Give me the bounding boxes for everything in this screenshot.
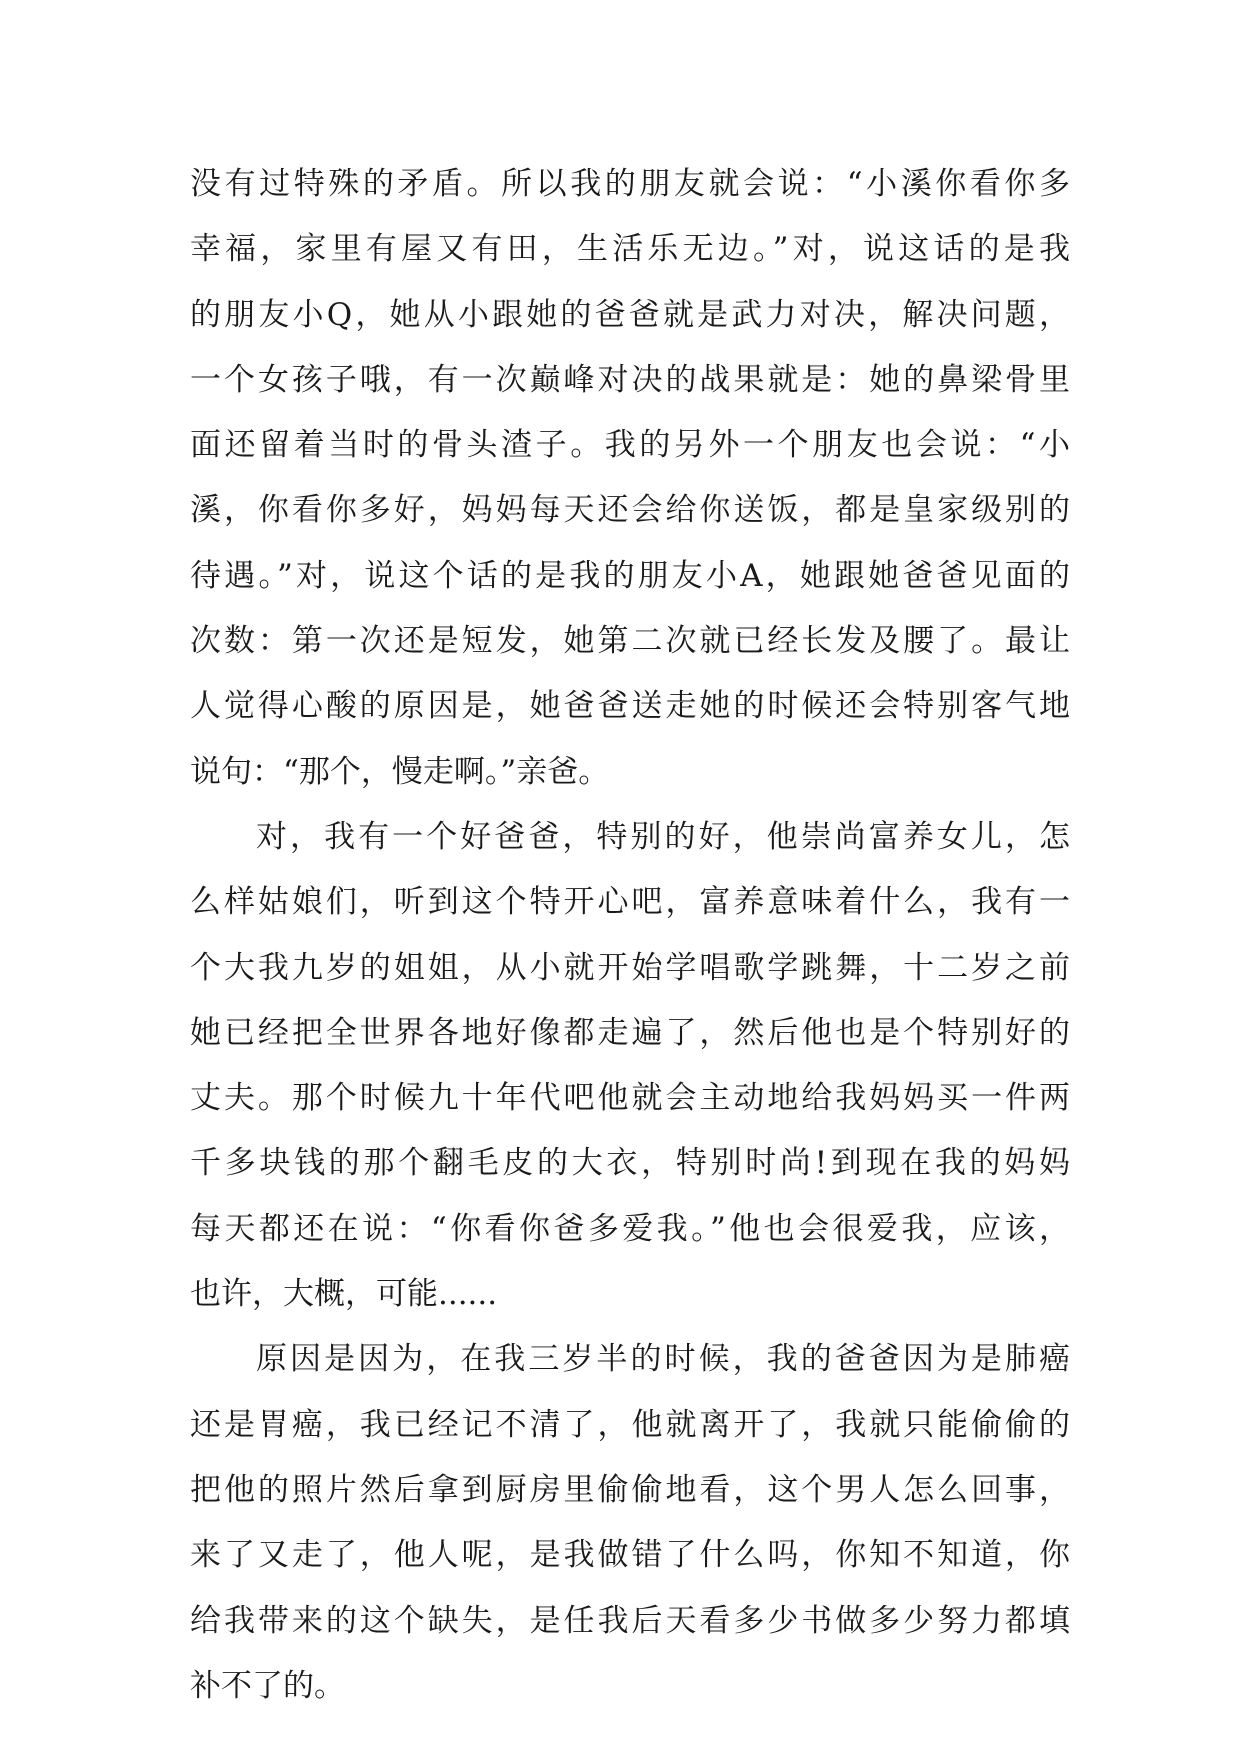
text-line: 一个女孩子哦，有一次巅峰对决的战果就是：她的鼻梁骨里: [190, 361, 1070, 398]
text-line: 原因是因为，在我三岁半的时候，我的爸爸因为是肺癌: [256, 1341, 1070, 1378]
text-line: 面还留着当时的骨头渣子。我的另外一个朋友也会说：“小: [190, 427, 1070, 464]
text-line: 么样姑娘们，听到这个特开心吧，富养意味着什么，我有一: [190, 884, 1070, 921]
text-line: 溪，你看你多好，妈妈每天还会给你送饭，都是皇家级别的: [190, 492, 1070, 529]
text-line: 每天都还在说：“你看你爸多爱我。”他也会很爱我，应该，: [190, 1210, 1070, 1247]
text-line: 还是胃癌，我已经记不清了，他就离开了，我就只能偷偷的: [190, 1406, 1070, 1443]
text-line: 说句：“那个，慢走啊。”亲爸。: [190, 753, 610, 790]
text-line: 没有过特殊的矛盾。所以我的朋友就会说：“小溪你看你多: [190, 166, 1070, 202]
text-line: 补不了的。: [190, 1667, 345, 1704]
text-line: 幸福，家里有屋又有田，生活乐无边。”对，说这话的是我: [190, 231, 1070, 268]
text-line: 来了又走了，他人呢，是我做错了什么吗，你知不知道，你: [190, 1537, 1070, 1574]
paragraph: [190, 805, 1070, 1327]
text-line: 给我带来的这个缺失，是任我后天看多少书做多少努力都填: [190, 1602, 1070, 1639]
text-line: 人觉得心酸的原因是，她爸爸送走她的时候还会特别客气地: [190, 688, 1070, 725]
text-line: 她已经把全世界各地好像都走遍了，然后他也是个特别好的: [190, 1014, 1070, 1051]
text-line: 也许，大概，可能......: [190, 1276, 498, 1313]
body-text: [190, 152, 1070, 1719]
paragraph: [190, 1327, 1070, 1719]
text-line: 次数：第一次还是短发，她第二次就已经长发及腰了。最让: [190, 623, 1070, 660]
paragraph: [190, 152, 1070, 805]
text-line: 丈夫。那个时候九十年代吧他就会主动地给我妈妈买一件两: [190, 1080, 1070, 1117]
text-line: 对，我有一个好爸爸，特别的好，他崇尚富养女儿，怎: [256, 818, 1070, 855]
text-line: 的朋友小Q，她从小跟她的爸爸就是武力对决，解决问题，: [190, 296, 1070, 333]
text-line: 待遇。”对，说这个话的是我的朋友小A，她跟她爸爸见面的: [190, 557, 1070, 594]
text-line: 千多块钱的那个翻毛皮的大衣，特别时尚!到现在我的妈妈: [190, 1145, 1070, 1182]
text-line: 个大我九岁的姐姐，从小就开始学唱歌学跳舞，十二岁之前: [190, 949, 1070, 986]
text-line: 把他的照片然后拿到厨房里偷偷地看，这个男人怎么回事，: [190, 1471, 1070, 1508]
